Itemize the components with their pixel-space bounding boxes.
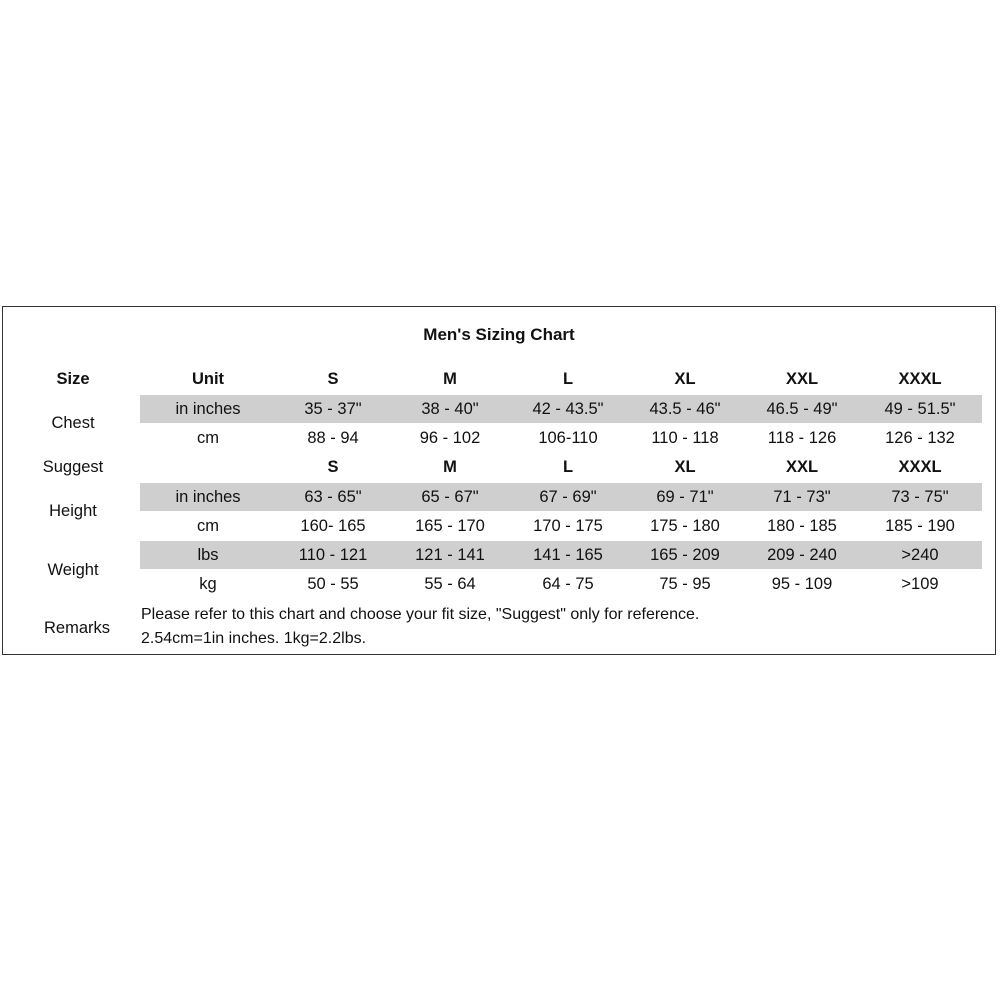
height-inches-m: 65 - 67" bbox=[421, 488, 479, 506]
height-cm-l: 170 - 175 bbox=[533, 517, 603, 535]
chest-cm-l: 106-110 bbox=[538, 429, 598, 447]
weight-lbs-xxxl: >240 bbox=[901, 546, 939, 564]
height-inches-l: 67 - 69" bbox=[539, 488, 597, 506]
height-cm-s: 160- 165 bbox=[300, 517, 366, 535]
size-header-l: L bbox=[562, 370, 574, 388]
height-label: Height bbox=[49, 502, 97, 520]
chest-inches-xxl: 46.5 - 49" bbox=[766, 400, 838, 418]
chest-cm-xxl: 118 - 126 bbox=[767, 429, 837, 447]
size-header-m: M bbox=[443, 370, 457, 388]
size-header-label: Size bbox=[56, 370, 90, 388]
suggest-size-s: S bbox=[327, 458, 339, 476]
chest-inches-xl: 43.5 - 46" bbox=[649, 400, 721, 418]
chest-inches-m: 38 - 40" bbox=[421, 400, 479, 418]
weight-lbs-unit: lbs bbox=[197, 546, 219, 564]
weight-kg-s: 50 - 55 bbox=[307, 575, 359, 593]
height-cm-unit: cm bbox=[197, 517, 219, 535]
weight-kg-xxl: 95 - 109 bbox=[771, 575, 833, 593]
size-header-xl: XL bbox=[674, 370, 696, 388]
weight-kg-xxxl: >109 bbox=[901, 575, 939, 593]
sizing-chart-frame bbox=[2, 306, 996, 655]
weight-lbs-xxl: 209 - 240 bbox=[767, 546, 837, 564]
suggest-size-m: M bbox=[443, 458, 457, 476]
chest-inches-l: 42 - 43.5" bbox=[532, 400, 604, 418]
remarks-label: Remarks bbox=[43, 619, 110, 637]
chest-cm-xxxl: 126 - 132 bbox=[885, 429, 955, 447]
weight-lbs-s: 110 - 121 bbox=[298, 546, 368, 564]
remarks-line-2: 2.54cm=1in inches. 1kg=2.2lbs. bbox=[141, 630, 367, 647]
height-cm-xl: 175 - 180 bbox=[650, 517, 720, 535]
weight-lbs-l: 141 - 165 bbox=[533, 546, 603, 564]
chest-inches-s: 35 - 37" bbox=[304, 400, 362, 418]
suggest-size-xxxl: XXXL bbox=[898, 458, 942, 476]
remarks-line-1: Please refer to this chart and choose your fit size, "Suggest" only for reference. bbox=[141, 606, 700, 623]
chest-cm-s: 88 - 94 bbox=[307, 429, 359, 447]
unit-header-label: Unit bbox=[191, 370, 225, 388]
height-inches-unit: in inches bbox=[175, 488, 241, 506]
weight-label: Weight bbox=[47, 561, 99, 579]
suggest-size-l: L bbox=[562, 458, 574, 476]
height-inches-xxl: 71 - 73" bbox=[773, 488, 831, 506]
size-header-s: S bbox=[327, 370, 339, 388]
height-inches-xxxl: 73 - 75" bbox=[891, 488, 949, 506]
chart-title: Men's Sizing Chart bbox=[423, 325, 575, 344]
weight-kg-l: 64 - 75 bbox=[542, 575, 594, 593]
chest-cm-unit: cm bbox=[197, 429, 219, 447]
height-cm-xxxl: 185 - 190 bbox=[885, 517, 955, 535]
suggest-size-xl: XL bbox=[674, 458, 696, 476]
height-cm-xxl: 180 - 185 bbox=[767, 517, 837, 535]
height-cm-m: 165 - 170 bbox=[415, 517, 485, 535]
weight-kg-m: 55 - 64 bbox=[424, 575, 476, 593]
suggest-label: Suggest bbox=[42, 458, 104, 476]
height-inches-s: 63 - 65" bbox=[304, 488, 362, 506]
weight-lbs-xl: 165 - 209 bbox=[650, 546, 720, 564]
chest-cm-m: 96 - 102 bbox=[419, 429, 481, 447]
chest-cm-xl: 110 - 118 bbox=[651, 429, 719, 447]
weight-kg-unit: kg bbox=[199, 575, 217, 593]
chest-inches-xxxl: 49 - 51.5" bbox=[884, 400, 956, 418]
size-header-xxl: XXL bbox=[785, 370, 819, 388]
size-header-xxxl: XXXL bbox=[898, 370, 942, 388]
weight-kg-xl: 75 - 95 bbox=[659, 575, 711, 593]
suggest-size-xxl: XXL bbox=[785, 458, 819, 476]
weight-lbs-m: 121 - 141 bbox=[415, 546, 485, 564]
remarks-text bbox=[141, 603, 699, 651]
height-inches-xl: 69 - 71" bbox=[656, 488, 714, 506]
chest-inches-unit: in inches bbox=[175, 400, 241, 418]
chest-label: Chest bbox=[51, 414, 95, 432]
